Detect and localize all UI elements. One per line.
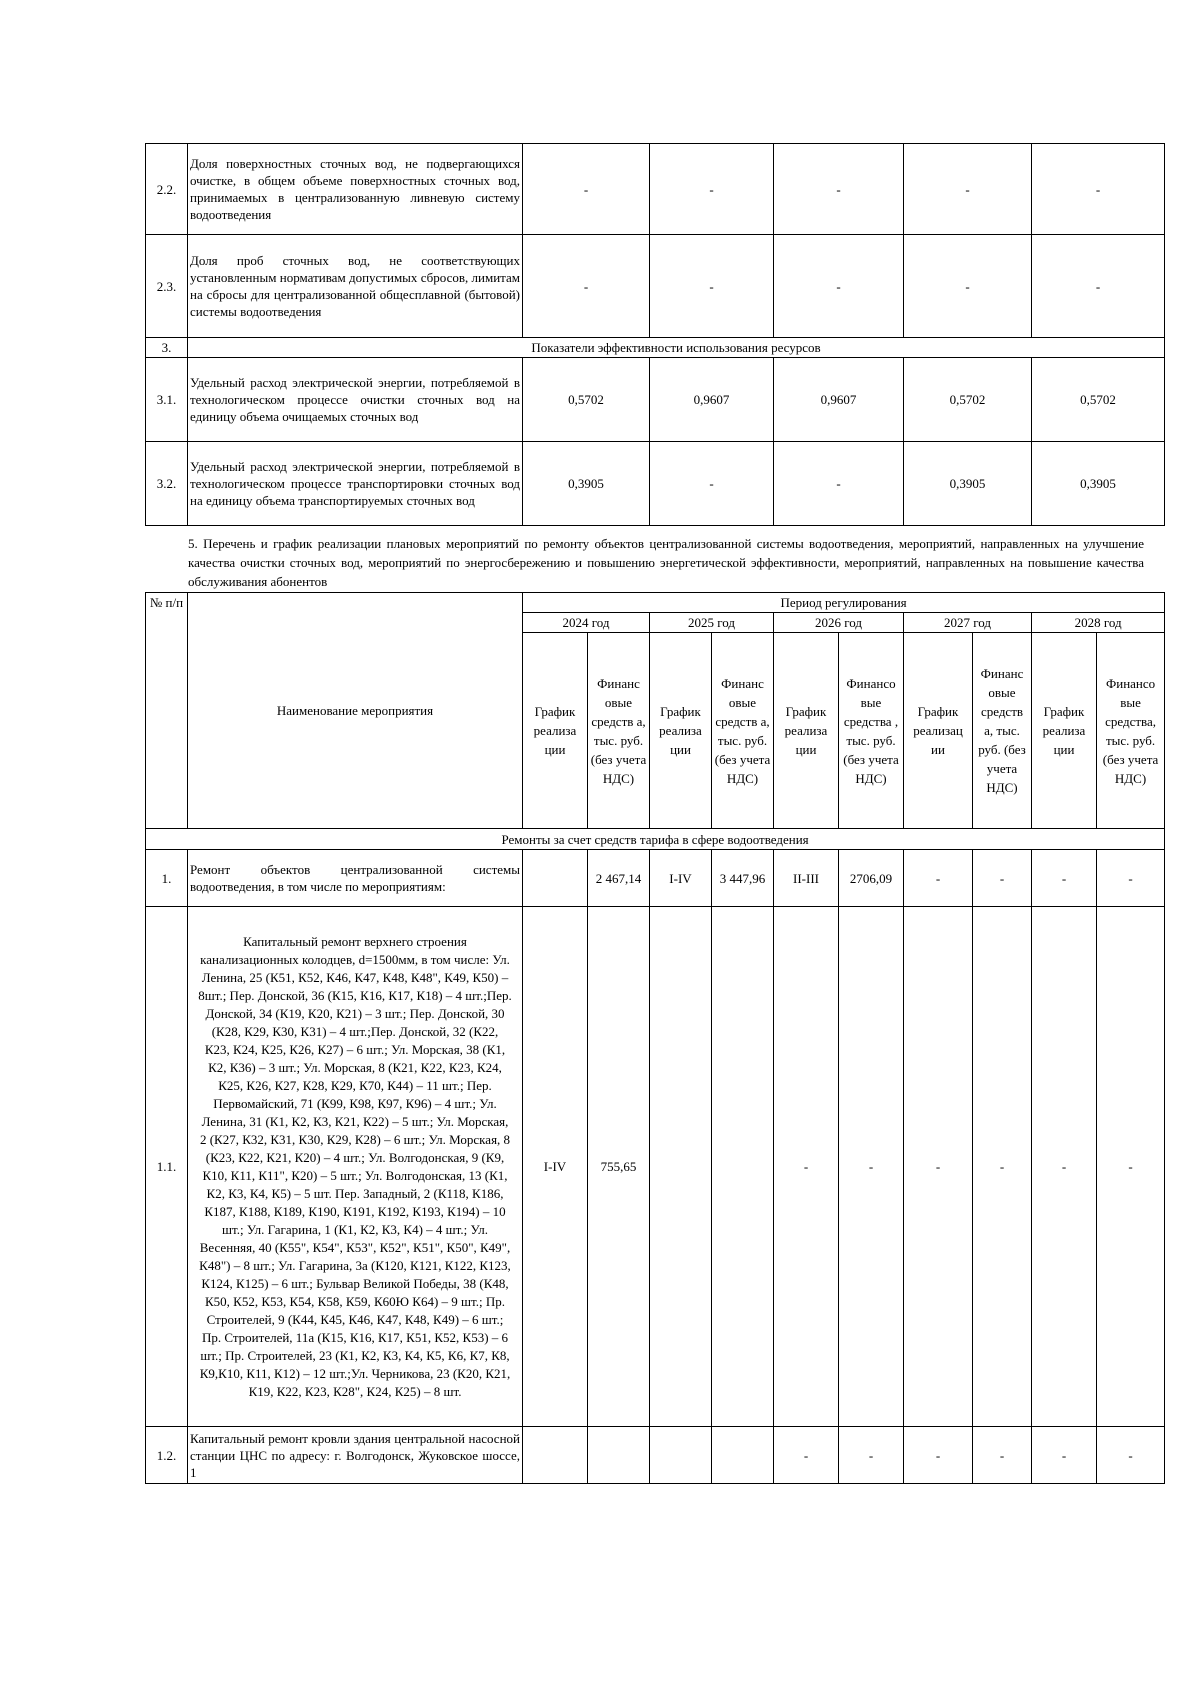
indicator-name: Удельный расход электрической энергии, потребляемой в технологическом процессе очистки сточных вод на единицу объема очищаемых сточных вод	[188, 358, 523, 442]
value-cell: -	[774, 144, 904, 235]
value-cell: -	[973, 907, 1032, 1427]
table-row	[146, 442, 1165, 526]
column-header-schedule: График реализа ции	[650, 633, 712, 829]
value-cell: -	[839, 1427, 904, 1484]
section-row	[146, 338, 1165, 358]
value-cell: -	[774, 1427, 839, 1484]
value-cell	[650, 907, 712, 1427]
value-cell	[523, 1427, 588, 1484]
column-header-year: 2027 год	[904, 613, 1032, 633]
value-cell: -	[774, 235, 904, 338]
value-cell: -	[774, 442, 904, 526]
value-cell: -	[1097, 1427, 1165, 1484]
column-header-schedule: График реализа ции	[774, 633, 839, 829]
indicator-name: Удельный расход электрической энергии, потребляемой в технологическом процессе транспортировки сточных вод на единицу объема транспортируемых сточных вод	[188, 442, 523, 526]
row-number: 3.1.	[146, 358, 188, 442]
value-cell: -	[650, 144, 774, 235]
column-header-schedule: График реализац ии	[904, 633, 973, 829]
table-row	[146, 850, 1165, 907]
column-header-year: 2025 год	[650, 613, 774, 633]
value-cell: -	[650, 235, 774, 338]
column-header-year: 2028 год	[1032, 613, 1165, 633]
value-cell: -	[650, 442, 774, 526]
column-header-year: 2024 год	[523, 613, 650, 633]
header-row	[146, 593, 1165, 613]
value-cell	[650, 1427, 712, 1484]
indicator-name: Доля проб сточных вод, не соответствующих установленным нормативам допустимых сбросов, лимитам на сбросы для централизованной общесплавной (бытовой) системы водоотведения	[188, 235, 523, 338]
section-title: Ремонты за счет средств тарифа в сфере водоотведения	[146, 829, 1165, 850]
value-cell: -	[1032, 1427, 1097, 1484]
value-cell: -	[904, 1427, 973, 1484]
value-cell: 0,9607	[774, 358, 904, 442]
measure-name: Капитальный ремонт кровли здания центральной насосной станции ЦНС по адресу: г. Волгодонск, Жуковское шоссе, 1	[188, 1427, 523, 1484]
value-cell: -	[1032, 850, 1097, 907]
value-cell: -	[1032, 907, 1097, 1427]
value-cell: -	[904, 144, 1032, 235]
value-cell: -	[523, 144, 650, 235]
column-header-finance: Финанс овые средств а, тыс. руб. (без учета НДС)	[712, 633, 774, 829]
column-header-finance: Финанс овые средств а, тыс. руб. (без учета НДС)	[588, 633, 650, 829]
value-cell: 0,9607	[650, 358, 774, 442]
table-row	[146, 1427, 1165, 1484]
value-cell: -	[774, 907, 839, 1427]
value-cell: 3 447,96	[712, 850, 774, 907]
value-cell	[523, 850, 588, 907]
row-number: 1.	[146, 850, 188, 907]
value-cell: I-IV	[523, 907, 588, 1427]
value-cell: 0,5702	[523, 358, 650, 442]
value-cell: 755,65	[588, 907, 650, 1427]
value-cell	[712, 1427, 774, 1484]
value-cell: -	[523, 235, 650, 338]
row-number: 2.2.	[146, 144, 188, 235]
value-cell: -	[904, 850, 973, 907]
column-header-finance: Финансо вые средства , тыс. руб. (без учета НДС)	[839, 633, 904, 829]
table-row	[146, 235, 1165, 338]
indicator-name: Доля поверхностных сточных вод, не подвергающихся очистке, в общем объеме поверхностных сточных вод, принимаемых в централизованную ливневую систему водоотведения	[188, 144, 523, 235]
value-cell: -	[1097, 850, 1165, 907]
row-number: 3.2.	[146, 442, 188, 526]
value-cell: 0,3905	[1032, 442, 1165, 526]
row-number: 3.	[146, 338, 188, 358]
value-cell: -	[1032, 144, 1165, 235]
column-header-finance: Финанс овые средств а, тыс. руб. (без учета НДС)	[973, 633, 1032, 829]
value-cell: -	[973, 1427, 1032, 1484]
value-cell: II-III	[774, 850, 839, 907]
value-cell: -	[839, 907, 904, 1427]
row-number: 1.2.	[146, 1427, 188, 1484]
value-cell: 0,5702	[1032, 358, 1165, 442]
column-header-period: Период регулирования	[523, 593, 1165, 613]
value-cell: -	[1032, 235, 1165, 338]
measure-name: Ремонт объектов централизованной системы водоотведения, в том числе по мероприятиям:	[188, 850, 523, 907]
table-row	[146, 358, 1165, 442]
value-cell: 2 467,14	[588, 850, 650, 907]
row-number: 1.1.	[146, 907, 188, 1427]
column-header-year: 2026 год	[774, 613, 904, 633]
value-cell: -	[904, 907, 973, 1427]
value-cell	[712, 907, 774, 1427]
column-header-schedule: График реализа ции	[1032, 633, 1097, 829]
value-cell	[588, 1427, 650, 1484]
table-row	[146, 907, 1165, 1427]
column-header-name: Наименование мероприятия	[188, 593, 523, 829]
indicators-table	[145, 143, 1165, 526]
value-cell: I-IV	[650, 850, 712, 907]
value-cell: 2706,09	[839, 850, 904, 907]
value-cell: -	[1097, 907, 1165, 1427]
value-cell: -	[904, 235, 1032, 338]
measures-table	[145, 592, 1165, 1484]
value-cell: 0,5702	[904, 358, 1032, 442]
column-header-number: № п/п	[146, 593, 188, 829]
column-header-finance: Финансо вые средства, тыс. руб. (без учета НДС)	[1097, 633, 1165, 829]
column-header-schedule: График реализа ции	[523, 633, 588, 829]
section-caption: 5. Перечень и график реализации плановых мероприятий по ремонту объектов централизованной системы водоотведения, мероприятий, направленных на улучшение качества очистки сточных вод, мероприятий по энергосбережению и повышению энергетической эффективности, мероприятий, направленных на повышение качества обслуживания абонентов	[188, 536, 1144, 589]
measure-name: Капитальный ремонт верхнего строения канализационных колодцев, d=1500мм, в том числе: Ул. Ленина, 25 (К51, К52, К46, К47, К48, К48", К49, К50) – 8шт.; Пер. Донской, 36 (К15, К16, К17, К18) – 4 шт.;Пер. Донской, 34 (К19, К20, К21) – 3 шт.; Пер. Донской, 30 (К28, К29, К30, К31) – 4 шт.;Пер. Донской, 32 (К22, К23, К24, К25, К26, К27) – 6 шт.; Ул. Морская, 38 (К1, К2, К36) – 3 шт.; Ул. Морская, 8 (К21, К22, К23, К24, К25, К26, К27, К28, К29, К70, К44) – 11 шт.; Пер. Первомайский, 71 (К99, К98, К97, К96) – 4 шт.; Ул. Ленина, 31 (К1, К2, К3, К21, К22) – 5 шт.; Ул. Морская, 2 (К27, К32, К31, К30, К29, К28) – 6 шт.; Ул. Морская, 8 (К23, К22, К21, К20) – 4 шт.; Ул. Волгодонская, 9 (К9, К10, К11, К11", К20) – 5 шт.; Ул. Волгодонская, 13 (К1, К2, К3, К4, К5) – 5 шт. Пер. Западный, 2 (К118, К186, К187, К188, К189, К190, К191, К192, К193, К194) – 10 шт.; Ул. Гагарина, 1 (К1, К2, К3, К4) – 4 шт.; Ул. Весенняя, 40 (К55", К54", К53", К52", К51", К50", К49", К48") – 8 шт.; Ул. Гагарина, 3а (К120, К121, К122, К123, К124, К125) – 6 шт.; Бульвар Великой Победы, 38 (К48, К50, К52, К53, К54, К58, К59, К60Ю К64) – 9 шт.; Пр. Строителей, 9 (К44, К45, К46, К47, К48, К49) – 6 шт.; Пр. Строителей, 11а (К15, К16, К17, К51, К52, К53) – 6 шт.; Пр. Строителей, 23 (К1, К2, К3, К4, К5, К6, К7, К8, К9,К10, К11, К12) – 12 шт.;Ул. Черникова, 23 (К20, К21, К19, К22, К23, К28", К24, К25) – 8 шт.	[188, 907, 523, 1427]
value-cell: 0,3905	[904, 442, 1032, 526]
value-cell: 0,3905	[523, 442, 650, 526]
row-number: 2.3.	[146, 235, 188, 338]
section-row	[146, 829, 1165, 850]
value-cell: -	[973, 850, 1032, 907]
section-title: Показатели эффективности использования ресурсов	[188, 338, 1165, 358]
table-row	[146, 144, 1165, 235]
